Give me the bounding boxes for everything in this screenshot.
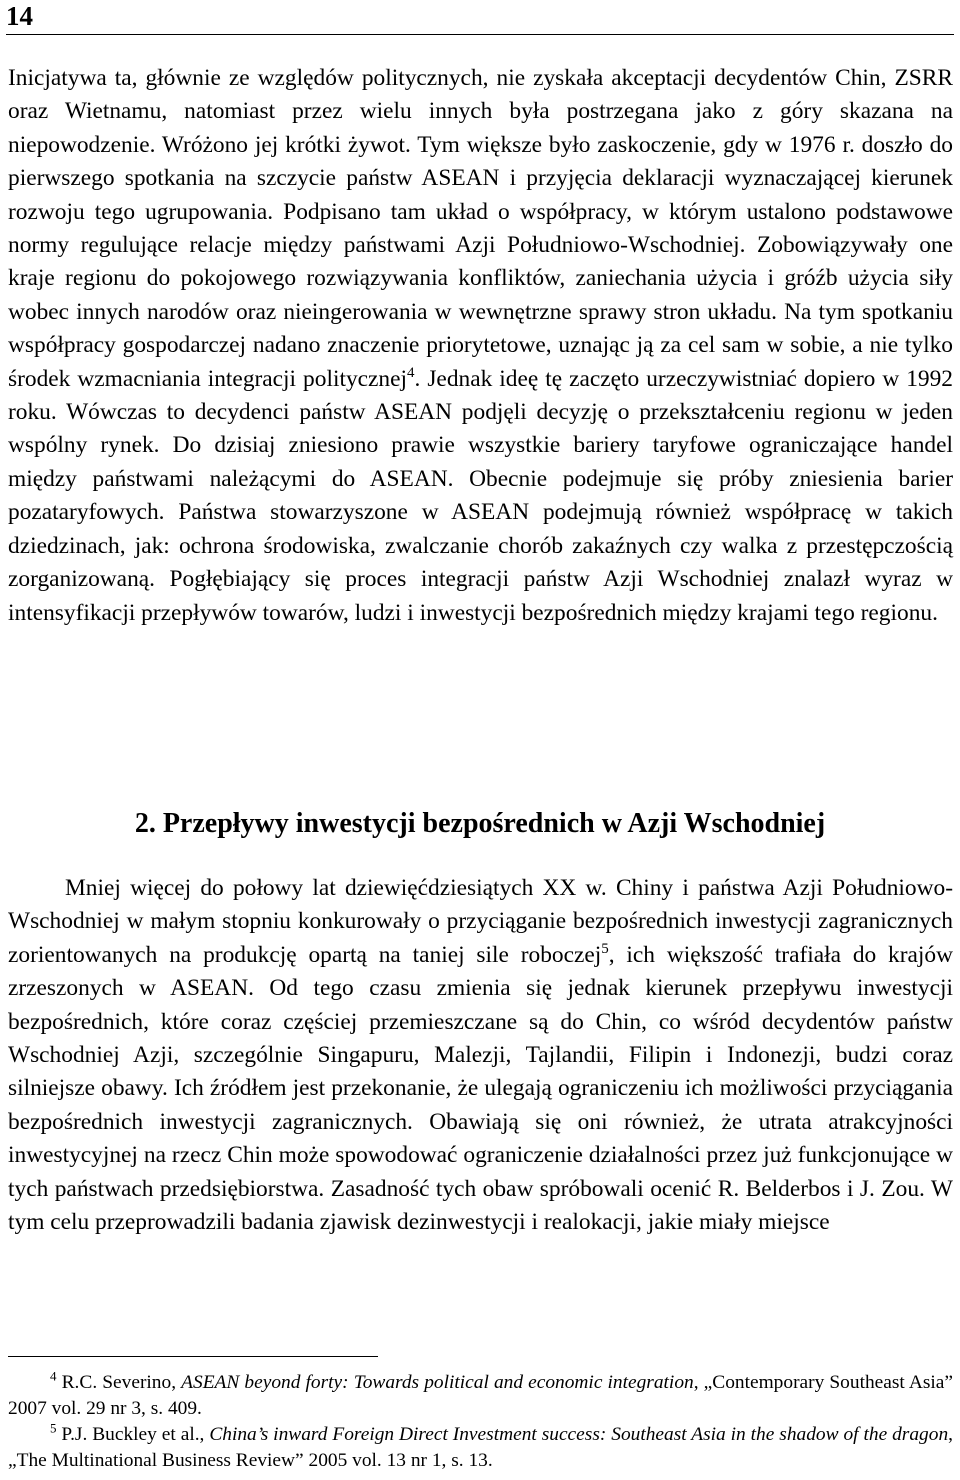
footnote-source: , „Contemporary Southeast Asia” 2007 vol. 29 nr 3, s. 409. xyxy=(8,1372,953,1419)
section-heading: 2. Przepływy inwestycji bezpośrednich w Azji Wschodniej xyxy=(134,808,826,839)
body-paragraph-2 xyxy=(8,872,953,1239)
footnote-rule xyxy=(8,1356,378,1357)
footnote-mark: 5 xyxy=(50,1420,57,1436)
body-paragraph-1 xyxy=(8,62,953,630)
footnote-author: P.J. Buckley et al., xyxy=(56,1424,210,1445)
para2-text: Mniej więcej do połowy lat dziewięćdziesiątych XX w. Chiny i państwa Azji Południowo-Wschodniej w małym stopniu konkurowały o przyciąganie bezpośrednich inwestycji zagranicznych zorientowanych na produkcję opartą na taniej sile roboczej xyxy=(8,875,953,968)
footnote-4 xyxy=(8,1370,953,1422)
page-number: 14 xyxy=(6,1,33,31)
footnote-author: R.C. Severino, xyxy=(56,1372,182,1393)
para2-text-cont: , ich większość trafiała do krajów zrzeszonych w ASEAN. Od tego czasu zmienia się jednak kierunek przepływu inwestycji bezpośrednich, które coraz częściej przemieszczane są do Chin, co wśród decydentów państw Wschodniej Azji, szczególnie Singapuru, Malezji, Tajlandii, Filipin i Indonezji, budzi coraz silniejsze obawy. Ich źródłem jest przekonanie, że ulegają ograniczeniu ich możliwości przyciągania bezpośrednich inwestycji zagranicznych. Obawiają się oni również, że utrata atrakcyjności inwestycyjnej na rzecz Chin może spowodować ograniczenie działalności przez już funkcjonujące w tych państwach przedsiębiorstwa. Zasadność tych obaw spróbowali ocenić R. Belderbos i J. Zou. W tym celu przeprowadzili badania zjawisk dezinwestycji i realokacji, jakie miały miejsce xyxy=(8,941,953,1236)
footnote-mark: 4 xyxy=(50,1368,57,1384)
footnote-source: , „The Multinational Business Review” 2005 vol. 13 nr 1, s. 13. xyxy=(8,1424,953,1471)
footnote-title: ASEAN beyond forty: Towards political and economic integration xyxy=(181,1372,694,1393)
header-rule xyxy=(6,34,954,35)
footnote-5 xyxy=(8,1422,953,1474)
para1-text-cont: . Jednak ideę tę zaczęto urzeczywistniać dopiero w 1992 roku. Wówczas to decydenci państw ASEAN podjęli decyzję o przekształceniu regionu w jeden wspólny rynek. Do dzisiaj zniesiono prawie wszystkie bariery taryfowe ograniczające handel między państwami należącymi do ASEAN. Obecnie podejmuje się próby zniesienia barier pozataryfowych. Państwa stowarzyszone w ASEAN podejmują również współpracę w takich dziedzinach, jak: ochrona środowiska, zwalczanie chorób zakaźnych czy walka z przestępczością zorganizowaną. Pogłębiający się proces integracji państw Azji Wschodniej znalazł wyraz w intensyfikacji przepływów towarów, ludzi i inwestycji bezpośrednich między krajami tego regionu. xyxy=(8,365,953,626)
para1-text: Inicjatywa ta, głównie ze względów politycznych, nie zyskała akceptacji decydentów Chin, ZSRR oraz Wietnamu, natomiast przez wielu innych była postrzegana jako z góry skazana na niepowodzenie. Wróżono jej krótki żywot. Tym większe było zaskoczenie, gdy w 1976 r. doszło do pierwszego spotkania na szczycie państw ASEAN i przyjęcia deklaracji wyznaczającej kierunek rozwoju tego ugrupowania. Podpisano tam układ o współpracy, w którym ustalono podstawowe normy regulujące relacje między państwami Azji Południowo-Wschodniej. Zobowiązywały one kraje regionu do pokojowego rozwiązywania konfliktów, zaniechania użycia i gróźb użycia siły wobec innych narodów oraz nieingerowania w wewnętrzne sprawy stron układu. Na tym spotkaniu współpracy gospodarczej nadano znaczenie priorytetowe, uznając ją za cel sam w sobie, a nie tylko środek wzmacniania integracji politycznej xyxy=(8,65,953,392)
footnote-title: China’s inward Foreign Direct Investment success: Southeast Asia in the shadow of the dragon xyxy=(209,1424,949,1445)
footnote-ref-5[interactable]: 5 xyxy=(601,941,609,958)
footnote-ref-4[interactable]: 4 xyxy=(406,364,415,381)
